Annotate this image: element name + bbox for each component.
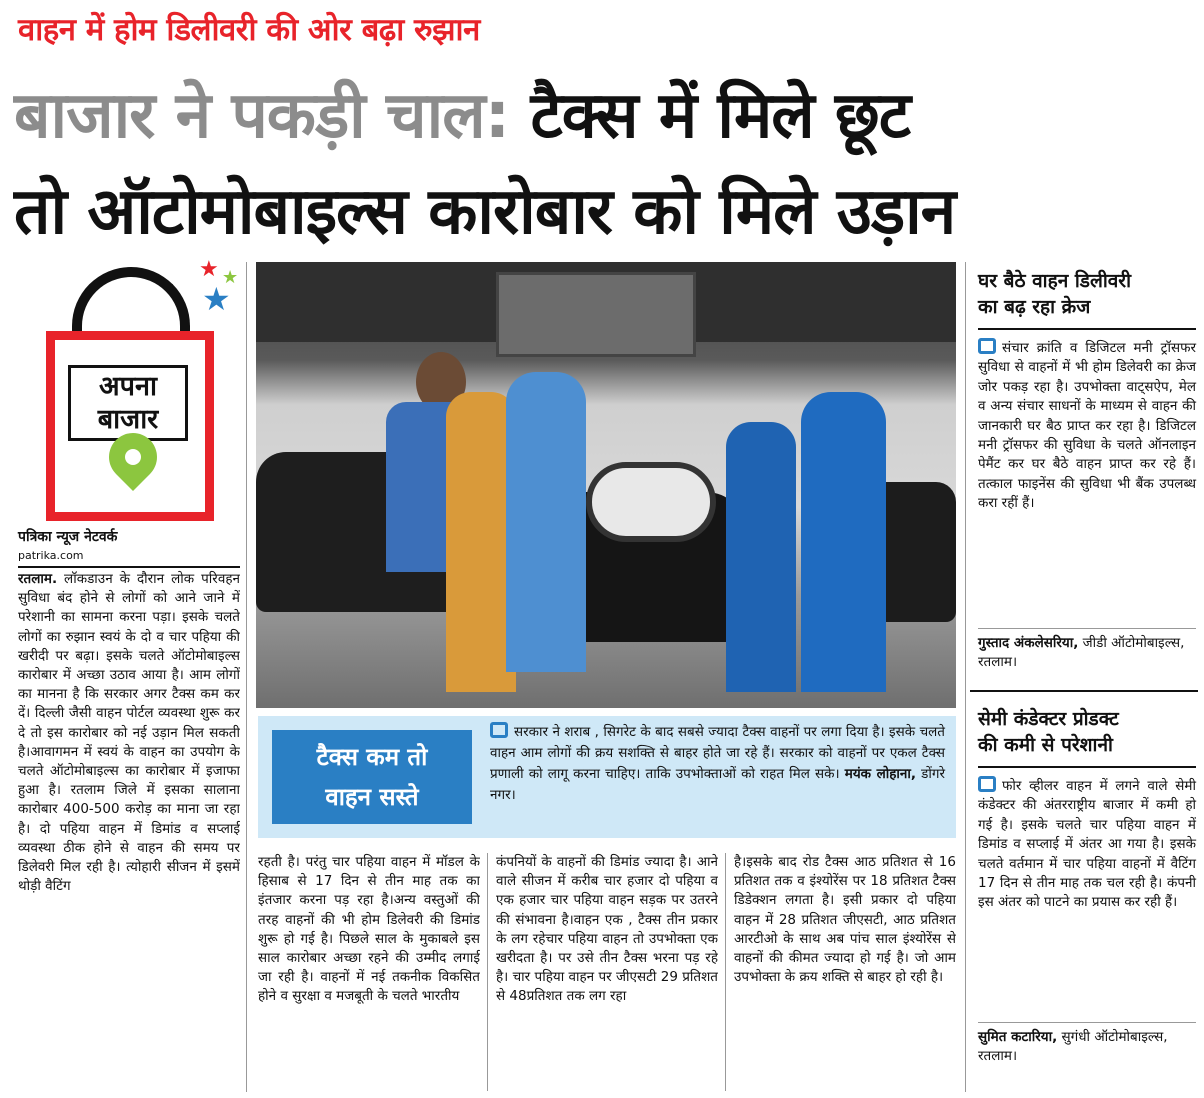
sidebar1-title-line2: का बढ़ रहा क्रेज bbox=[978, 296, 1091, 318]
sidebar1-title bbox=[978, 268, 1131, 320]
body-column-1 bbox=[18, 570, 240, 1090]
sidebar2-body bbox=[978, 776, 1196, 913]
column-rule bbox=[246, 262, 247, 1092]
logo-label bbox=[68, 365, 188, 441]
sidebar2-signature bbox=[978, 1028, 1196, 1067]
headline-line2: तो ऑटोमोबाइल्स कारोबार को मिले उड़ान bbox=[14, 175, 956, 249]
headline bbox=[14, 68, 1194, 260]
tax-box bbox=[258, 716, 956, 838]
headline-gray: बाजार ने पकड़ी चाल: bbox=[14, 79, 510, 153]
sidebar2-title-line2: की कमी से परेशानी bbox=[978, 734, 1113, 756]
person-5 bbox=[801, 392, 886, 692]
person-4 bbox=[726, 422, 796, 692]
star-icon: ★ bbox=[222, 267, 239, 288]
logo-line2: बाजार bbox=[97, 404, 159, 435]
showroom-photo bbox=[256, 262, 956, 708]
dateline: रतलाम. bbox=[18, 571, 58, 587]
sidebar1-author: गुस्ताद अंकलेसरिया, bbox=[978, 635, 1079, 651]
tax-author: मयंक लोहाना, bbox=[844, 766, 917, 782]
tax-heading-line2: वाहन सस्ते bbox=[325, 783, 419, 811]
quote-icon bbox=[490, 722, 508, 738]
sidebar2-title bbox=[978, 706, 1119, 758]
sidebar2-author: सुमित कटारिया, bbox=[978, 1029, 1058, 1045]
column-rule bbox=[965, 262, 966, 1092]
tax-place: डोंगरे नगर। bbox=[490, 766, 945, 803]
sidebar2-title-line1: सेमी कंडेक्टर प्रोडक्ट bbox=[978, 708, 1119, 730]
divider bbox=[978, 328, 1196, 330]
tax-heading-line1: टैक्स कम तो bbox=[316, 743, 428, 771]
body-column-4: है।इसके बाद रोड टैक्स आठ प्रतिशत से 16 प्रतिशत तक व इंश्योरेंस पर 18 प्रतिशत टैक्स डिडेक्शन लगता है। इसी प्रकार दो पहिया वाहन में 28 प्रतिशत जीएसटी, आठ प्रतिशत आरटीओ के साथ अब पांच साल इंश्योरेंस से वाहनों की कीमत ज्यादा हो गई है। जो आम उपभोक्ता के क्रय शक्ति से बाहर हो रही है। bbox=[734, 854, 956, 986]
display-screen bbox=[496, 272, 696, 357]
byline-site: patrika.com bbox=[18, 549, 84, 562]
quote-icon bbox=[978, 776, 996, 792]
divider bbox=[978, 1022, 1196, 1023]
star-icon: ★ bbox=[202, 280, 231, 318]
pin-hole bbox=[125, 449, 141, 465]
giant-key bbox=[586, 462, 716, 542]
sidebar2-designation: सुगंधी ऑटोमोबाइल्स, रतलाम। bbox=[978, 1029, 1168, 1065]
headline-line1: टैक्स में मिले छूट bbox=[530, 79, 911, 153]
sidebar1-signature bbox=[978, 634, 1196, 673]
body-column-2: रहती है। परंतु चार पहिया वाहन में मॉडल के हिसाब से 17 दिन से तीन माह तक का इंतजार करना पड़ रहा है।अन्य वस्तुओं की तरह वाहनों की भी होम डिलेवरी की डिमांड शुरू हो गई है। पिछले साल के मुकाबले इस साल कारोबार अच्छा रहने की उम्मीद लगाई जा रही है। वाहनों में नई तकनीक विकसित होने व सुरक्षा व मजबूती के चलते भारतीय bbox=[258, 854, 480, 1005]
star-icon: ★ bbox=[199, 257, 219, 282]
divider bbox=[978, 628, 1196, 629]
divider bbox=[18, 566, 240, 568]
logo-line1: अपना bbox=[99, 371, 157, 402]
quote-icon bbox=[978, 338, 996, 354]
sidebar2-text: फोर व्हीलर वाहन में लगने वाले सेमी कंडेक्टर की अंतरराष्ट्रीय बाजार में कमी हो गई है। इसके चलते चार पहिया वाहन में डिमांड व सप्लाई में अंतर आ गया है। इसके चलते वर्तमान में चार पहिया वाहनों में वैटिंग 17 दिन से तीन माह तक चल रही है। कंपनी इस अंतर को पाटने का प्रयास कर रही हैं। bbox=[978, 778, 1196, 911]
apna-bazaar-logo bbox=[14, 255, 244, 530]
sidebar1-body bbox=[978, 338, 1196, 514]
tax-box-heading bbox=[272, 730, 472, 824]
sidebar1-title-line1: घर बैठे वाहन डिलीवरी bbox=[978, 270, 1131, 292]
kicker: वाहन में होम डिलीवरी की ओर बढ़ा रुझान bbox=[18, 12, 480, 48]
tax-box-text bbox=[490, 722, 945, 806]
divider bbox=[970, 690, 1198, 692]
person-3 bbox=[506, 372, 586, 672]
column-rule bbox=[487, 853, 488, 1091]
body-column-3: कंपनियों के वाहनों की डिमांड ज्यादा है। आने वाले सीजन में करीब चार हजार दो पहिया व एक हजार चार पहिया वाहन सड़क पर उतरने की संभावना है।वाहन एक , टैक्स तीन प्रकार के लग रहेचार पहिया वाहन तो उपभोक्ता एक खरीदता है। पर उसे तीन टैक्स भरना पड़ रहे है। चार पहिया वाहन पर जीएसटी 29 प्रतिशत से 48प्रतिशत तक लग रहा bbox=[496, 854, 718, 1005]
column-1-text: लॉकडाउन के दौरान लोक परिवहन सुविधा बंद होने से लोगों को आने जाने में परेशानी का सामना करना पड़ा। इसके चलते लोगों का रुझान स्वयं के दो व चार पहिया की खरीदी पर बढ़ा। इसके चलते ऑटोमोबाइल्स कारोबार में अच्छा उठाव आया है। आम लोगों का मानना है कि सरकार अगर टैक्स कम कर दें। दिल्ली जैसी वाहन पोर्टल व्यवस्था शुरू कर दे तो इस कारोबार को नई उड़ान मिल सकती है।आवागमन में स्वयं के वाहन का उपयोग के चलते ऑटोमोबाइल्स का कारोबार में इजाफा हुआ है। रतलाम जिले में इसका सालाना कारोबार 400-500 करोड़ का माना जा रहा है। दो पहिया वाहन में डिमांड व सप्लाई व्यवस्था ठीक होने से वाहन की समय पर डिलेवरी मिल रही है। त्योहारी सीजन में इसमें थोड़ी वैटिंग bbox=[18, 571, 240, 895]
tax-quote: सरकार ने शराब , सिगरेट के बाद सबसे ज्यादा टैक्स वाहनों पर लगा दिया है। इसके चलते वाहन आम लोगों की क्रय सशक्ति से बाहर होते जा रहे हैं। सरकार को वाहनों पर एकल टैक्स प्रणाली को लागू करना चाहिए। ताकि उपभोक्ताओं को राहत मिल सके। bbox=[490, 724, 945, 782]
sidebar1-designation: जीडी ऑटोमोबाइल्स, रतलाम। bbox=[978, 635, 1185, 671]
sidebar1-text: संचार क्रांति व डिजिटल मनी ट्रॉसफर सुविधा से वाहनों में भी होम डिलेवरी का क्रेज जोर पकड़ रहा है। उपभोक्ता वाट्सऐप, मेल व अन्य संचार साधनों के माध्यम से वाहन की जानकारी घर बैठ प्राप्त कर रहा है। डिजिटल मनी ट्रॉसफर की सुविधा के चलते ऑनलाइन पेमैंट कर घर बैठे वाहन प्राप्त कर रहे हैं। तत्काल फाइनेंस की सुविधा भी बैंक उपलब्ध करा रहीं हैं। bbox=[978, 340, 1196, 512]
divider bbox=[978, 766, 1196, 768]
column-rule bbox=[725, 853, 726, 1091]
byline: पत्रिका न्यूज नेटवर्क bbox=[18, 529, 118, 545]
